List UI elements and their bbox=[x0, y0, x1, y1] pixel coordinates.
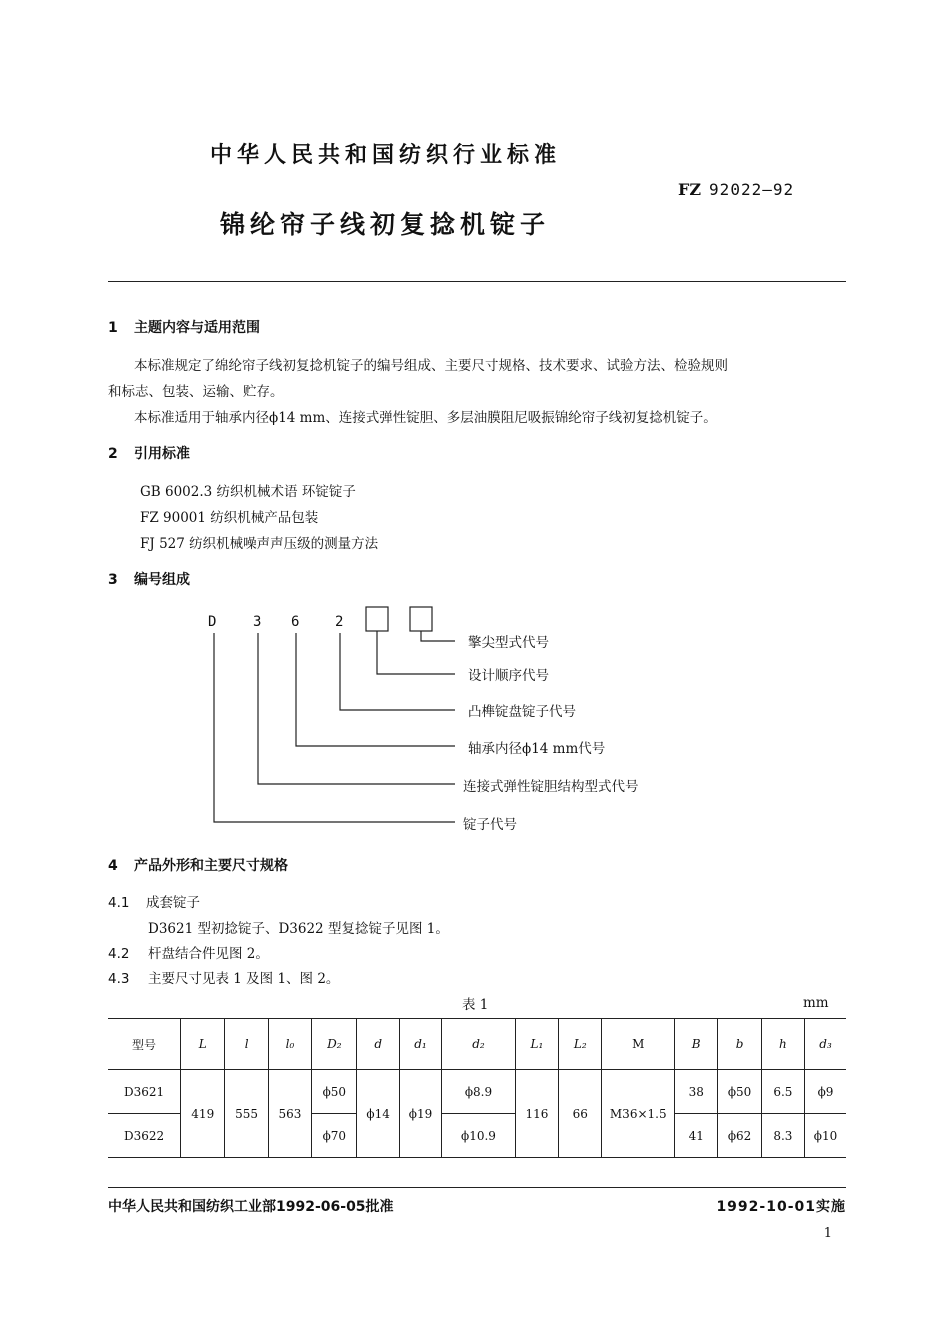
issuing-organization: 中华人民共和国纺织行业标准 bbox=[210, 143, 562, 168]
code-label-whorl: 凸榫锭盘锭子代号 bbox=[468, 704, 576, 720]
code-label-tip-type: 擎尖型式代号 bbox=[468, 635, 549, 651]
cell-model: D3621 bbox=[108, 1070, 181, 1114]
section-4-2-text: 杆盘结合件见图 2。 bbox=[148, 946, 269, 962]
code-label-bearing: 轴承内径ϕ14 mm代号 bbox=[468, 741, 606, 757]
section-4-1-number: 4.1 bbox=[108, 895, 130, 911]
table-1-caption: 表 1 bbox=[462, 997, 489, 1013]
section-4-3-number: 4.3 bbox=[108, 971, 130, 987]
cell-l0: 563 bbox=[268, 1070, 311, 1158]
code-digit-3: 3 bbox=[253, 614, 262, 630]
code-label-design-order: 设计顺序代号 bbox=[468, 668, 549, 684]
approval-line: 中华人民共和国纺织工业部1992-06-05批准 bbox=[108, 1199, 394, 1215]
cell-l: 555 bbox=[225, 1070, 268, 1158]
document-title: 锦纶帘子线初复捻机锭子 bbox=[220, 210, 551, 239]
section-4-1-text: D3621 型初捻锭子、D3622 型复捻锭子见图 1。 bbox=[148, 921, 449, 937]
section-2-number: 2 bbox=[108, 446, 118, 462]
cell-D2: ϕ50 bbox=[312, 1070, 357, 1114]
header-L: L bbox=[181, 1019, 225, 1070]
standard-code-prefix: FZ bbox=[678, 180, 702, 199]
header-b: b bbox=[718, 1019, 761, 1070]
header-model: 型号 bbox=[108, 1019, 181, 1070]
footer-rule bbox=[108, 1187, 846, 1188]
table-row bbox=[108, 1070, 846, 1114]
cell-b: ϕ50 bbox=[718, 1070, 761, 1114]
section-4-1-title: 成套锭子 bbox=[146, 895, 200, 911]
header-l0: l₀ bbox=[268, 1019, 311, 1070]
code-letter-d: D bbox=[208, 614, 217, 630]
cell-b: ϕ62 bbox=[718, 1114, 761, 1158]
page-number: 1 bbox=[823, 1226, 832, 1241]
section-4-2-number: 4.2 bbox=[108, 946, 130, 962]
section-1-para-1b: 和标志、包装、运输、贮存。 bbox=[108, 384, 284, 400]
reference-item: FZ 90001 纺织机械产品包装 bbox=[140, 510, 319, 526]
standard-code-number: 92022—92 bbox=[709, 180, 795, 199]
header-d: d bbox=[357, 1019, 399, 1070]
table-header-row bbox=[108, 1019, 846, 1070]
header-l: l bbox=[225, 1019, 268, 1070]
cell-L1: 116 bbox=[515, 1070, 558, 1158]
cell-d3: ϕ9 bbox=[805, 1070, 846, 1114]
section-1-para-2: 本标准适用于轴承内径ϕ14 mm、连接式弹性锭胆、多层油膜阻尼吸振锦纶帘子线初复捻机锭子。 bbox=[134, 410, 717, 426]
header-d1: d₁ bbox=[399, 1019, 441, 1070]
section-3-title: 编号组成 bbox=[134, 572, 190, 588]
section-4-title: 产品外形和主要尺寸规格 bbox=[134, 858, 288, 874]
section-4-3-text: 主要尺寸见表 1 及图 1、图 2。 bbox=[148, 971, 340, 987]
reference-item: FJ 527 纺织机械噪声声压级的测量方法 bbox=[140, 536, 379, 552]
header-d3: d₃ bbox=[805, 1019, 846, 1070]
header-M: M bbox=[602, 1019, 675, 1070]
header-B: B bbox=[675, 1019, 718, 1070]
section-4-3 bbox=[108, 967, 339, 987]
section-1-para-1a: 本标准规定了绵纶帘子线初复捻机锭子的编号组成、主要尺寸规格、技术要求、试验方法、检验规则 bbox=[134, 358, 728, 374]
header-h: h bbox=[761, 1019, 804, 1070]
cell-M: M36×1.5 bbox=[602, 1070, 675, 1158]
header-L1: L₁ bbox=[515, 1019, 558, 1070]
cell-d2: ϕ10.9 bbox=[442, 1114, 516, 1158]
section-4-1 bbox=[108, 891, 200, 911]
section-3-number: 3 bbox=[108, 572, 118, 588]
cell-L2: 66 bbox=[559, 1070, 602, 1158]
code-label-spindle: 锭子代号 bbox=[463, 817, 517, 833]
header-L2: L₂ bbox=[559, 1019, 602, 1070]
code-digit-2: 2 bbox=[335, 614, 344, 630]
reference-item: GB 6002.3 纺织机械术语 环锭锭子 bbox=[140, 484, 356, 500]
cell-B: 41 bbox=[675, 1114, 718, 1158]
cell-d2: ϕ8.9 bbox=[442, 1070, 516, 1114]
section-4-2 bbox=[108, 942, 269, 962]
section-4-number: 4 bbox=[108, 858, 118, 874]
cell-h: 6.5 bbox=[761, 1070, 804, 1114]
code-label-bolster: 连接式弹性锭胆结构型式代号 bbox=[463, 779, 639, 795]
cell-D2: ϕ70 bbox=[312, 1114, 357, 1158]
header-D2: D₂ bbox=[312, 1019, 357, 1070]
cell-L: 419 bbox=[181, 1070, 225, 1158]
table-1-unit: mm bbox=[803, 995, 829, 1011]
cell-d: ϕ14 bbox=[357, 1070, 399, 1158]
section-2-title: 引用标准 bbox=[134, 446, 190, 462]
section-1-title: 主题内容与适用范围 bbox=[134, 320, 260, 336]
cell-h: 8.3 bbox=[761, 1114, 804, 1158]
section-4-heading bbox=[108, 855, 288, 875]
cell-B: 38 bbox=[675, 1070, 718, 1114]
implementation-date: 1992-10-01实施 bbox=[716, 1199, 846, 1215]
section-1-number: 1 bbox=[108, 320, 118, 336]
code-digit-6: 6 bbox=[291, 614, 300, 630]
table-1 bbox=[108, 1018, 846, 1158]
cell-d1: ϕ19 bbox=[399, 1070, 441, 1158]
cell-d3: ϕ10 bbox=[805, 1114, 846, 1158]
cell-model: D3622 bbox=[108, 1114, 181, 1158]
header-d2: d₂ bbox=[442, 1019, 516, 1070]
